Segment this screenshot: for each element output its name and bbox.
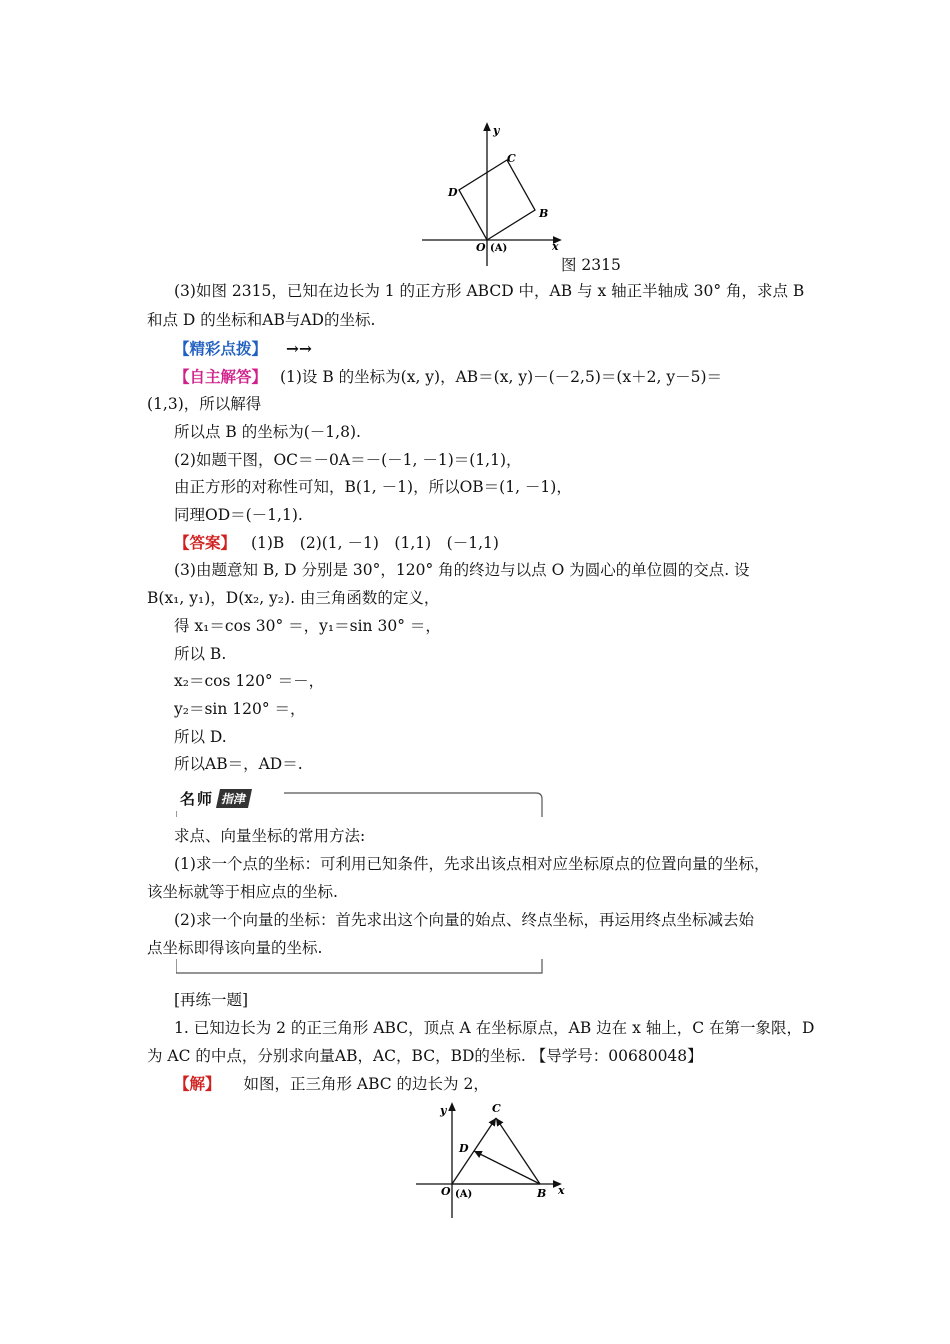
self-answer-label: 【自主解答】 <box>174 367 268 386</box>
self-answer-line3: 所以点 B 的坐标为(－1,8). <box>174 423 361 441</box>
label-b: B <box>537 1187 547 1200</box>
label-y: y <box>493 124 500 137</box>
teacher-header <box>180 786 250 810</box>
practice-line1: 1. 已知边长为 2 的正三角形 ABC，顶点 A 在坐标原点，AB 边在 x 轴上，C 在第一象限，D <box>174 1019 815 1037</box>
label-d: D <box>448 186 458 199</box>
figure-square <box>418 120 564 270</box>
self-answer-line5: 由正方形的对称性可知，B(1, －1)，所以OB＝(1, －1)， <box>174 478 572 496</box>
self-answer-row <box>174 366 722 388</box>
label-x: x <box>552 240 559 253</box>
tips-row <box>174 338 312 360</box>
label-b: B <box>539 207 549 220</box>
label-o: O <box>441 1185 451 1198</box>
tips-label: 【精彩点拨】 <box>174 339 268 358</box>
practice-solution-row <box>174 1073 489 1095</box>
self-answer-line1: (1)设 B 的坐标为(x, y)，AB＝(x, y)－(－2,5)＝(x＋2, y－5)＝ <box>279 368 723 386</box>
self-answer-line4: (2)如题干图，OC＝－0A＝－(－1, －1)＝(1,1)， <box>174 451 522 469</box>
teacher-line5: 点坐标即得该向量的坐标. <box>147 939 323 957</box>
sol3-line6: y₂＝sin 120° ＝， <box>174 700 306 718</box>
q3-line1: (3)如图 2315，已知在边长为 1 的正方形 ABCD 中，AB 与 x 轴正半轴成 30° 角，求点 B <box>174 282 805 300</box>
teacher-tag: 指津 <box>216 789 252 808</box>
practice-line2: 为 AC 的中点，分别求向量AB，AC，BC，BD的坐标. 【导学号：00680048】 <box>147 1047 703 1065</box>
label-x: x <box>558 1184 565 1197</box>
teacher-name: 名师 <box>180 789 215 808</box>
teacher-line1: 求点、向量坐标的常用方法: <box>174 827 366 845</box>
answer-text: (1)B (2)(1, －1) (1,1) (－1,1) <box>250 534 499 552</box>
label-c: C <box>507 152 516 165</box>
self-answer-line6: 同理OD＝(－1,1). <box>174 506 303 524</box>
square-abcd <box>459 160 535 240</box>
tips-arrows: →→ <box>285 339 312 358</box>
label-a: (A) <box>455 1189 473 1200</box>
teacher-line3: 该坐标就等于相应点的坐标. <box>147 883 338 901</box>
sol3-line4: 所以 B. <box>174 645 227 663</box>
sol3-line5: x₂＝cos 120° ＝－， <box>174 672 325 690</box>
label-c: C <box>492 1102 501 1115</box>
label-o: O <box>476 241 486 254</box>
sol3-line2: B(x₁, y₁)，D(x₂, y₂). 由三角函数的定义， <box>147 589 440 607</box>
answer-row <box>174 532 499 554</box>
vector-bc <box>496 1118 540 1184</box>
figure-triangle <box>412 1100 572 1222</box>
teacher-line4: (2)求一个向量的坐标：首先求出这个向量的始点、终点坐标，再运用终点坐标减去始 <box>174 911 754 929</box>
vector-bd <box>474 1151 540 1184</box>
label-d: D <box>459 1142 469 1155</box>
q3-line2: 和点 D 的坐标和AB与AD的坐标. <box>147 311 376 329</box>
self-answer-line2: (1,3)，所以解得 <box>147 395 262 413</box>
sol3-line1: (3)由题意知 B, D 分别是 30°，120° 角的终边与以点 O 为圆心的单位圆的交点. 设 <box>174 561 750 579</box>
sol3-line8: 所以AB＝，AD＝. <box>174 755 303 773</box>
sol3-line7: 所以 D. <box>174 728 227 746</box>
practice-label: [再练一题] <box>174 991 249 1009</box>
teacher-line2: (1)求一个点的坐标：可利用已知条件，先求出该点相对应坐标原点的位置向量的坐标， <box>174 855 770 873</box>
label-y: y <box>440 1104 447 1117</box>
sol3-line3: 得 x₁＝cos 30° ＝，y₁＝sin 30° ＝， <box>174 617 441 635</box>
answer-label: 【答案】 <box>174 533 237 552</box>
practice-sol-text: 如图，正三角形 ABC 的边长为 2， <box>243 1075 489 1093</box>
practice-sol-label: 【解】 <box>174 1074 221 1093</box>
label-a: (A) <box>490 243 508 254</box>
figure-caption: 图 2315 <box>561 256 621 274</box>
